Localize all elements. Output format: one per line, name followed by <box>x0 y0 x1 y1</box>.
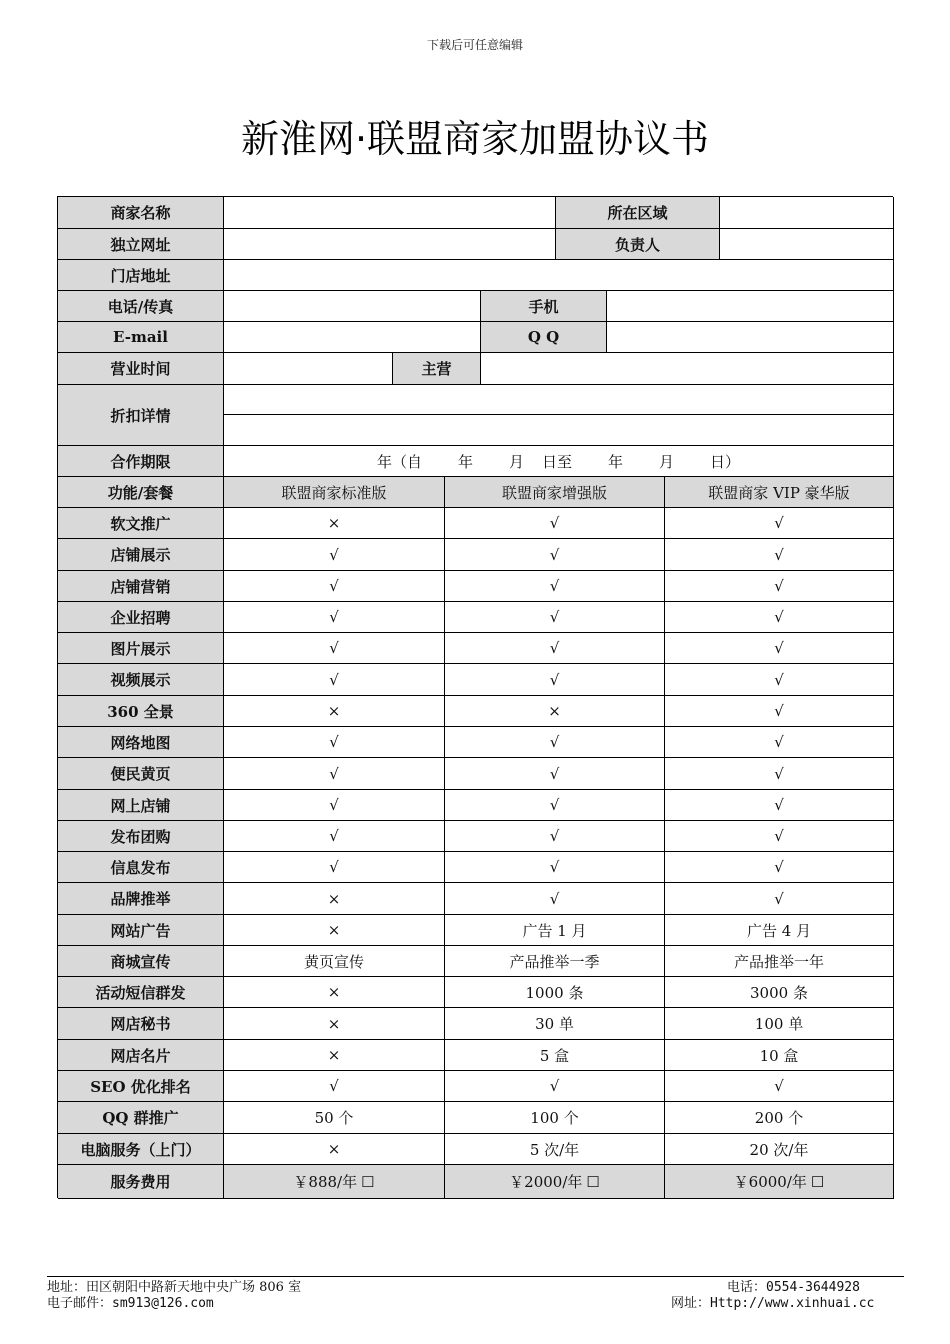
feature-enhanced-value: √ <box>445 633 665 664</box>
package-enhanced-header: 联盟商家增强版 <box>445 477 665 508</box>
region-field[interactable] <box>720 197 894 229</box>
label-person-in-charge: 负责人 <box>556 229 720 260</box>
feature-enhanced-value: 产品推举一季 <box>445 946 665 977</box>
feature-enhanced-value: 广告 1 月 <box>445 915 665 946</box>
feature-row-label: 信息发布 <box>58 852 224 883</box>
feature-enhanced-value: √ <box>445 727 665 758</box>
feature-vip-value: √ <box>665 508 894 539</box>
feature-vip-value: 3000 条 <box>665 977 894 1008</box>
feature-standard-value: √ <box>224 602 445 633</box>
period-year-from: 年 <box>457 452 473 471</box>
feature-vip-value: 产品推举一年 <box>665 946 894 977</box>
feature-vip-value: 200 个 <box>665 1102 894 1134</box>
feature-vip-value: √ <box>665 602 894 633</box>
period-year-to: 年 <box>608 452 624 471</box>
period-day-to: 日至 <box>541 452 572 471</box>
discount-details-field-1[interactable] <box>224 385 894 415</box>
feature-enhanced-value: √ <box>445 852 665 883</box>
feature-vip-value: √ <box>665 821 894 852</box>
feature-standard-value: √ <box>224 790 445 821</box>
feature-enhanced-value: √ <box>445 571 665 602</box>
feature-standard-value: √ <box>224 727 445 758</box>
feature-row-label: 企业招聘 <box>58 602 224 633</box>
footer-address: 地址：田区朝阳中路新天地中央广场 806 室 <box>47 1280 302 1295</box>
feature-standard-value: × <box>224 696 445 727</box>
footer-website[interactable]: 网址：Http://www.xinhuai.cc <box>671 1296 875 1311</box>
person-in-charge-field[interactable] <box>720 229 894 260</box>
email-field[interactable] <box>224 322 481 353</box>
label-store-address: 门店地址 <box>58 260 224 291</box>
fee-enhanced-price: ￥2000/年 <box>509 1173 583 1191</box>
period-month-to: 月 <box>659 452 675 471</box>
period-year-start: 年（自 <box>376 452 422 471</box>
feature-standard-value: 黄页宣传 <box>224 946 445 977</box>
fee-vip-price: ￥6000/年 <box>733 1173 807 1191</box>
feature-standard-value: √ <box>224 821 445 852</box>
feature-vip-value: √ <box>665 1071 894 1102</box>
feature-enhanced-value: √ <box>445 821 665 852</box>
label-email: E-mail <box>58 322 224 353</box>
feature-standard-value: × <box>224 508 445 539</box>
period-month-from: 月 <box>508 452 524 471</box>
feature-vip-value: 10 盒 <box>665 1040 894 1071</box>
agreement-table <box>57 196 893 1198</box>
fee-standard-price: ￥888/年 <box>293 1173 358 1191</box>
phone-fax-field[interactable] <box>224 291 481 322</box>
feature-row-label: SEO 优化排名 <box>58 1071 224 1102</box>
discount-details-field-2[interactable] <box>224 415 894 446</box>
label-merchant-name: 商家名称 <box>58 197 224 229</box>
feature-row-label: 发布团购 <box>58 821 224 852</box>
label-discount-details: 折扣详情 <box>58 385 224 446</box>
label-phone-fax: 电话/传真 <box>58 291 224 322</box>
footer-phone: 电话：0554-3644928 <box>727 1280 860 1295</box>
feature-row-label: 活动短信群发 <box>58 977 224 1008</box>
feature-vip-value: √ <box>665 727 894 758</box>
fee-vip[interactable] <box>665 1165 894 1199</box>
feature-vip-value: √ <box>665 571 894 602</box>
period-day-end: 日） <box>710 452 741 471</box>
package-vip-header: 联盟商家 VIP 豪华版 <box>665 477 894 508</box>
label-business-hours: 营业时间 <box>58 353 224 385</box>
feature-standard-value: × <box>224 883 445 915</box>
feature-row-label: 网店名片 <box>58 1040 224 1071</box>
feature-enhanced-value: 1000 条 <box>445 977 665 1008</box>
label-mobile: 手机 <box>481 291 607 322</box>
feature-enhanced-value: 5 次/年 <box>445 1134 665 1165</box>
feature-standard-value: × <box>224 1040 445 1071</box>
feature-enhanced-value: √ <box>445 602 665 633</box>
feature-standard-value: × <box>224 1008 445 1040</box>
feature-vip-value: √ <box>665 696 894 727</box>
label-service-fee: 服务费用 <box>58 1165 224 1199</box>
feature-row-label: 网站广告 <box>58 915 224 946</box>
feature-row-label: 店铺营销 <box>58 571 224 602</box>
feature-row-label: 店铺展示 <box>58 539 224 571</box>
merchant-name-field[interactable] <box>224 197 556 229</box>
feature-row-label: 网络地图 <box>58 727 224 758</box>
feature-standard-value: 50 个 <box>224 1102 445 1134</box>
feature-row-label: QQ 群推广 <box>58 1102 224 1134</box>
feature-enhanced-value: √ <box>445 883 665 915</box>
feature-standard-value: √ <box>224 571 445 602</box>
feature-vip-value: 20 次/年 <box>665 1134 894 1165</box>
feature-standard-value: × <box>224 1134 445 1165</box>
feature-enhanced-value: 100 个 <box>445 1102 665 1134</box>
document-title: 新淮网·联盟商家加盟协议书 <box>240 117 710 161</box>
feature-enhanced-value: √ <box>445 1071 665 1102</box>
feature-standard-value: √ <box>224 633 445 664</box>
business-hours-field[interactable] <box>224 353 393 385</box>
fee-enhanced-checkbox[interactable]: ☐ <box>586 1172 600 1191</box>
label-main-business: 主营 <box>393 353 481 385</box>
label-cooperation-period: 合作期限 <box>58 446 224 477</box>
feature-standard-value: × <box>224 977 445 1008</box>
footer-email: 电子邮件：sm913@126.com <box>47 1296 214 1311</box>
mobile-field[interactable] <box>607 291 894 322</box>
feature-row-label: 商城宣传 <box>58 946 224 977</box>
feature-vip-value: √ <box>665 790 894 821</box>
label-website: 独立网址 <box>58 229 224 260</box>
feature-enhanced-value: × <box>445 696 665 727</box>
qq-field[interactable] <box>607 322 894 353</box>
header-note: 下载后可任意编辑 <box>426 38 523 52</box>
feature-vip-value: √ <box>665 852 894 883</box>
label-region: 所在区域 <box>556 197 720 229</box>
feature-enhanced-value: √ <box>445 508 665 539</box>
feature-row-label: 便民黄页 <box>58 758 224 790</box>
feature-vip-value: √ <box>665 758 894 790</box>
feature-vip-value: 100 单 <box>665 1008 894 1040</box>
feature-enhanced-value: 5 盒 <box>445 1040 665 1071</box>
store-address-field[interactable] <box>224 260 894 291</box>
feature-enhanced-value: √ <box>445 539 665 571</box>
cooperation-period-field[interactable] <box>224 446 894 477</box>
feature-row-label: 360 全景 <box>58 696 224 727</box>
feature-row-label: 视频展示 <box>58 664 224 696</box>
feature-standard-value: × <box>224 915 445 946</box>
label-features-packages: 功能/套餐 <box>58 477 224 508</box>
fee-vip-checkbox[interactable]: ☐ <box>810 1172 825 1191</box>
feature-row-label: 品牌推举 <box>58 883 224 915</box>
feature-enhanced-value: 30 单 <box>445 1008 665 1040</box>
feature-enhanced-value: √ <box>445 664 665 696</box>
feature-vip-value: 广告 4 月 <box>665 915 894 946</box>
feature-standard-value: √ <box>224 664 445 696</box>
feature-row-label: 网店秘书 <box>58 1008 224 1040</box>
feature-row-label: 电脑服务（上门） <box>58 1134 224 1165</box>
fee-enhanced[interactable] <box>445 1165 665 1199</box>
feature-vip-value: √ <box>665 664 894 696</box>
feature-enhanced-value: √ <box>445 758 665 790</box>
feature-standard-value: √ <box>224 1071 445 1102</box>
feature-standard-value: √ <box>224 539 445 571</box>
fee-standard-checkbox[interactable]: ☐ <box>361 1172 375 1191</box>
package-standard-header: 联盟商家标准版 <box>224 477 445 508</box>
website-field[interactable] <box>224 229 556 260</box>
feature-standard-value: √ <box>224 758 445 790</box>
feature-row-label: 图片展示 <box>58 633 224 664</box>
feature-vip-value: √ <box>665 883 894 915</box>
fee-standard[interactable] <box>224 1165 445 1199</box>
main-business-field[interactable] <box>481 353 894 385</box>
feature-vip-value: √ <box>665 539 894 571</box>
label-qq: Q Q <box>481 322 607 353</box>
feature-enhanced-value: √ <box>445 790 665 821</box>
feature-vip-value: √ <box>665 633 894 664</box>
feature-standard-value: √ <box>224 852 445 883</box>
feature-row-label: 软文推广 <box>58 508 224 539</box>
feature-row-label: 网上店铺 <box>58 790 224 821</box>
